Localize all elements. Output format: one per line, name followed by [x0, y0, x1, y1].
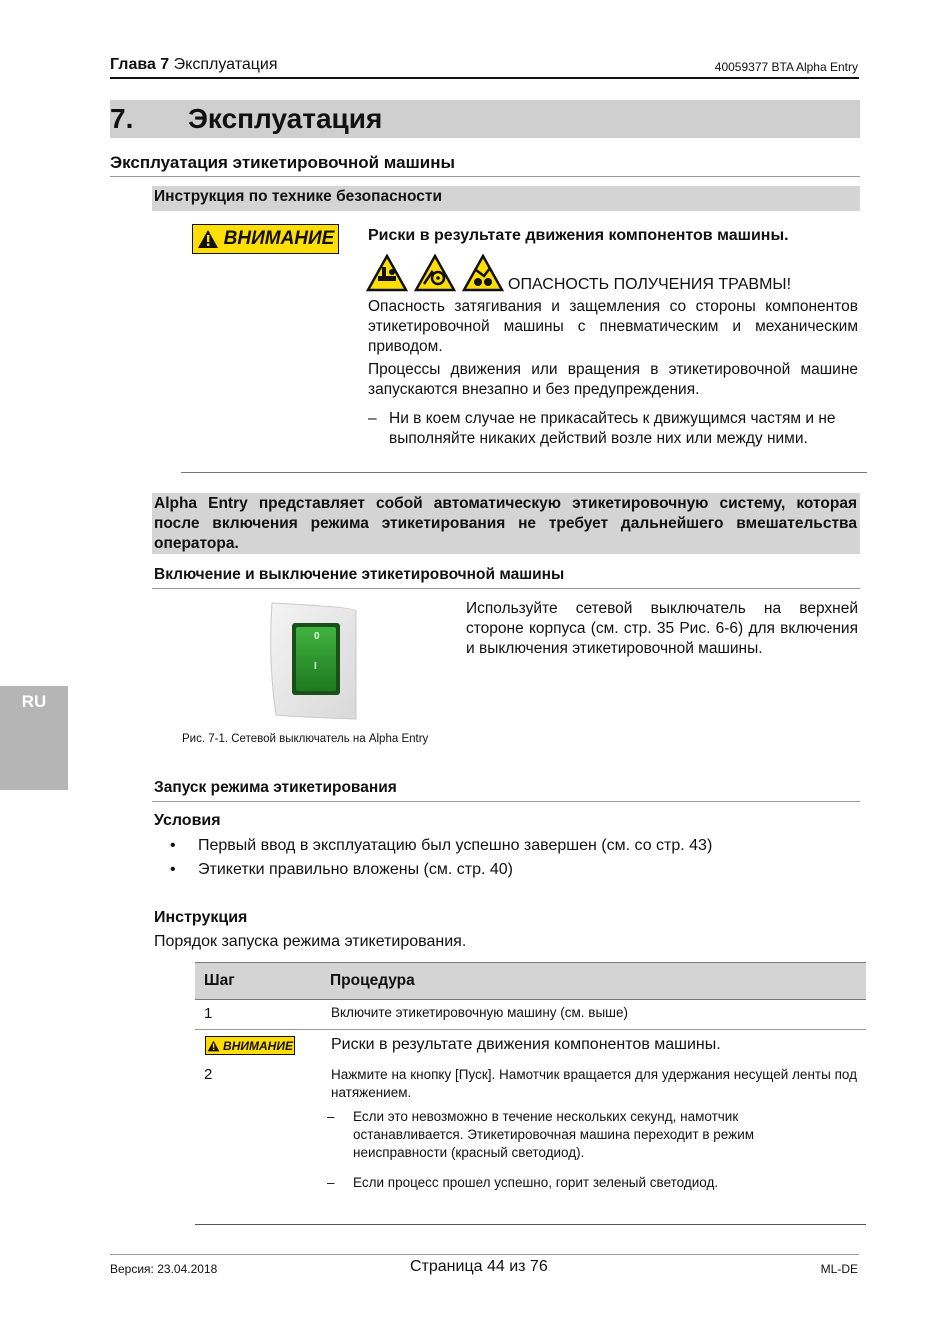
- safety-end-divider: [181, 472, 867, 473]
- warning-triangle-icon: [207, 1040, 220, 1052]
- condition-bullet-2: •: [170, 861, 176, 878]
- condition-item-2: Этикетки правильно вложены (см. стр. 40): [198, 861, 513, 878]
- col-step-header: Шаг: [204, 972, 235, 989]
- warning-badge-small-label: ВНИМАНИЕ: [223, 1038, 293, 1053]
- safety-paragraph-2: Процессы движения или вращения в этикетировочной машине запускаются внезапно и без предупреждения.: [368, 361, 858, 398]
- step-risk-title: Риски в результате движения компонентов машины.: [331, 1036, 721, 1053]
- safety-heading: Инструкция по технике безопасности: [154, 188, 443, 205]
- chapter-label: Глава 7: [110, 56, 170, 73]
- section-title: Эксплуатация этикетировочной машины: [110, 153, 456, 172]
- hazard-icons: [366, 254, 504, 294]
- footer-divider: [110, 1254, 859, 1255]
- safety-heading-bar: [152, 186, 860, 211]
- switch-divider: [152, 588, 860, 589]
- language-tab: [0, 686, 68, 790]
- roller-entanglement-icon: [462, 254, 504, 292]
- start-divider: [152, 801, 860, 802]
- footer-page-number: Страница 44 из 76: [410, 1258, 548, 1275]
- conditions-heading: Условия: [154, 812, 221, 829]
- sub-bullet-dash-2: –: [327, 1175, 335, 1190]
- note-text: Alpha Entry представляет собой автоматическую этикетировочную систему, которая после включения режима этикетирования не требует дальнейшего вмешательства оператора.: [154, 495, 857, 552]
- step-number: 1: [204, 1005, 213, 1022]
- language-tab-label: RU: [21, 692, 47, 711]
- gear-entanglement-icon: [414, 254, 456, 292]
- warning-badge: [192, 224, 339, 254]
- col-procedure-header: Процедура: [330, 972, 415, 989]
- header-divider: [110, 77, 859, 79]
- chapter-title: Эксплуатация: [173, 56, 278, 73]
- table-row: [195, 999, 866, 1030]
- sub-bullet-dash-1: –: [327, 1109, 335, 1124]
- safety-paragraph-1: Опасность затягивания и защемления со стороны компонентов этикетировочной машины с пневматическим и механическим приводом.: [368, 298, 858, 355]
- figure-caption: Рис. 7-1. Сетевой выключатель на Alpha Entry: [182, 733, 429, 745]
- risk-title: Риски в результате движения компонентов машины.: [368, 227, 789, 244]
- doc-id: 40059377 BTA Alpha Entry: [714, 60, 858, 74]
- note-bar: [152, 493, 860, 554]
- running-header: [110, 56, 278, 74]
- sub-bullet-2: Если процесс прошел успешно, горит зеленый светодиод.: [353, 1175, 719, 1190]
- section-divider: [110, 176, 860, 177]
- chapter-heading: [110, 100, 860, 138]
- condition-item-1: Первый ввод в эксплуатацию был успешно завершен (см. со стр. 43): [198, 837, 713, 854]
- footer-code: ML-DE: [820, 1262, 858, 1276]
- condition-bullet-1: •: [170, 837, 176, 854]
- chapter-number: 7.: [110, 103, 134, 134]
- table-row: [195, 1030, 866, 1225]
- warning-triangle-icon: [197, 229, 219, 249]
- step-procedure: Включите этикетировочную машину (см. выше): [331, 1005, 629, 1020]
- warning-badge-small: [205, 1036, 295, 1055]
- footer-version: Версия: 23.04.2018: [110, 1262, 218, 1276]
- start-heading: Запуск режима этикетирования: [154, 779, 397, 796]
- switch-mark-on: 0: [314, 631, 320, 642]
- step-number: 2: [204, 1066, 213, 1083]
- instruction-heading: Инструкция: [154, 909, 248, 926]
- danger-label: ОПАСНОСТЬ ПОЛУЧЕНИЯ ТРАВМЫ!: [508, 276, 792, 293]
- power-switch-image: [266, 601, 359, 721]
- safety-bullet: Ни в коем случае не прикасайтесь к движущимся частям и не выполняйте никаких действий возле них или между ними.: [389, 410, 836, 447]
- switch-heading: Включение и выключение этикетировочной машины: [154, 566, 565, 583]
- warning-badge-label: ВНИМАНИЕ: [223, 228, 335, 249]
- switch-text: Используйте сетевой выключатель на верхней стороне корпуса (см. стр. 35 Рис. 6-6) для включения и выключения этикетировочной машины.: [466, 600, 858, 657]
- sub-bullet-1: Если это невозможно в течение нескольких секунд, намотчик останавливается. Этикетировочная машина переходит в режим неисправности (красный светодиод).: [353, 1109, 755, 1160]
- hand-crush-icon: [366, 254, 408, 292]
- chapter-heading-title: Эксплуатация: [188, 103, 383, 134]
- steps-table-header: [195, 962, 866, 1000]
- safety-bullet-dash: –: [368, 410, 377, 427]
- instruction-text: Порядок запуска режима этикетирования.: [154, 933, 467, 950]
- step-procedure: Нажмите на кнопку [Пуск]. Намотчик вращается для удержания несущей ленты под натяжением.: [331, 1067, 857, 1100]
- switch-mark-off: I: [314, 661, 317, 672]
